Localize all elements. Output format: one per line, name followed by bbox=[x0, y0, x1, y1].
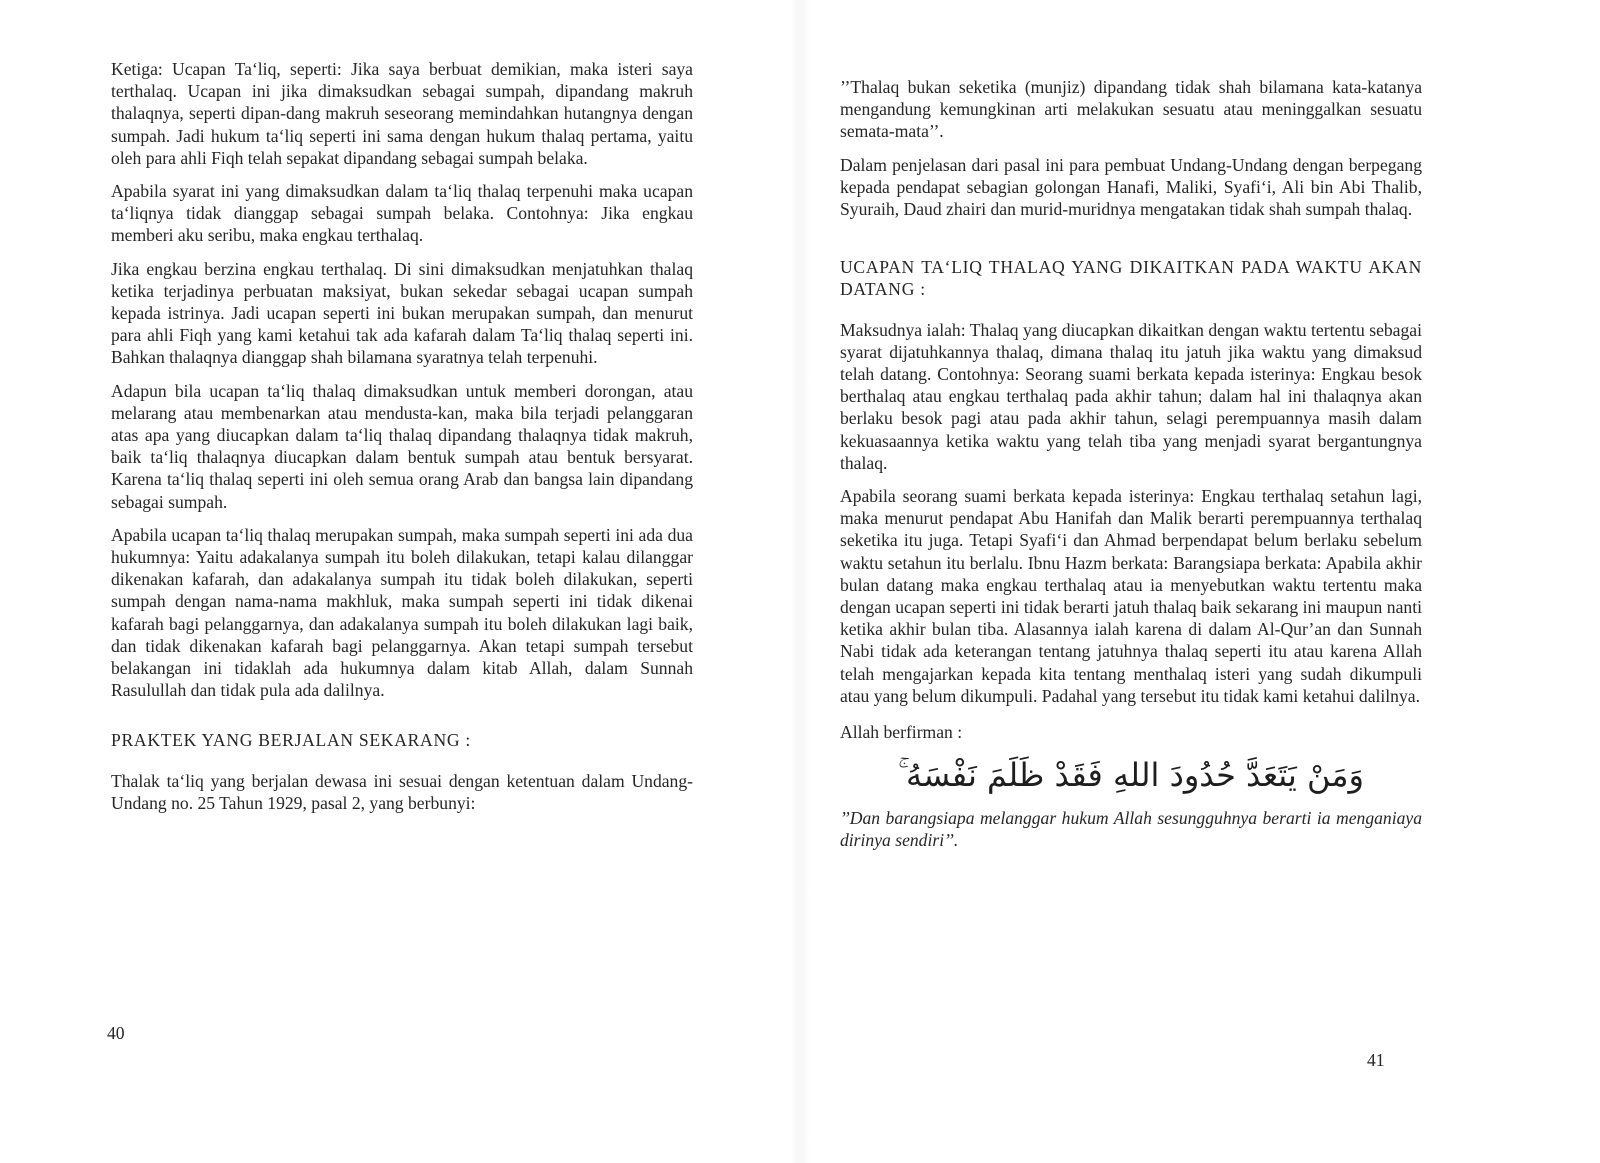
right-page-text-column bbox=[840, 76, 1422, 852]
allah-berfirman-label: Allah berfirman : bbox=[840, 722, 963, 743]
left-paragraph-5: Apabila ucapan ta‘liq thalaq merupakan sumpah, maka sumpah seperti ini ada dua hukumnya: Yaitu adakalanya sumpah itu boleh dilakukan, tetapi kalau dilanggar dikenakan kafarah, dan adakalanya sumpah itu tidak boleh dilakukan, seperti sumpah dengan nama-nama makhluk, maka sumpah seperti ini tidak dikenai kafarah bagi pelanggarnya, dan adakalanya sumpah itu boleh dilakukan lagi baik, dan tidak dikenakan kafarah bagi pelanggarnya. Akan tetapi sumpah tersebut belakangan ini tidaklah ada hukumnya dalam kitab Allah, dalam Sunnah Rasulullah dan tidak pula ada dalilnya. bbox=[111, 524, 693, 701]
section-heading-praktek: PRAKTEK YANG BERJALAN SEKARANG : bbox=[111, 730, 471, 751]
page-number-left: 40 bbox=[107, 1023, 125, 1043]
arabic-verse: وَمَنْ يَتَعَدَّ حُدُودَ اللهِ فَقَدْ ظَلَمَ نَفْسَهُ ۚ bbox=[898, 756, 1364, 795]
left-page-text-column bbox=[111, 58, 693, 814]
left-paragraph-2: Apabila syarat ini yang dimaksudkan dalam ta‘liq thalaq terpenuhi maka ucapan ta‘liqnya tidak dianggap sebagai sumpah belaka. Contohnya: Jika engkau memberi aku seribu, maka engkau terthalaq. bbox=[111, 181, 693, 246]
right-paragraph-2: Dalam penjelasan dari pasal ini para pembuat Undang-Undang dengan berpegang kepada pendapat sebagian golongan Hanafi, Maliki, Syafi‘i, Ali bin Abi Thalib, Syuraih, Daud zhairi dan murid-muridnya mengatakan tidak shah sumpah thalaq. bbox=[840, 154, 1422, 220]
right-paragraph-3: Maksudnya ialah: Thalaq yang diucapkan dikaitkan dengan waktu tertentu sebagai syarat dijatuhkannya thalaq, dimana thalaq itu jatuh jika waktu yang dimaksud telah datang. Contohnya: Seorang suami berkata kepada isterinya: Engkau besok berthalaq atau engkau terthalaq pada akhir tahun; dalam hal ini thalaqnya akan berlaku besok pagi atau pada akhir tahun, selagi perempuannya masih dalam kekuasaannya ketika waktu yang telah tiba yang menjadi syarat bergantungnya thalaq. bbox=[840, 319, 1422, 473]
verse-translation: ’’Dan barangsiapa melanggar hukum Allah sesungguhnya berarti ia menganiaya dirinya sendiri’’. bbox=[840, 808, 1422, 851]
right-quote-paragraph: ’’Thalaq bukan seketika (munjiz) dipandang tidak shah bilamana kata-katanya mengandung kemungkinan arti melakukan sesuatu atau meninggalkan sesuatu semata-mata’’. bbox=[840, 77, 1422, 142]
right-page bbox=[800, 0, 1600, 1163]
right-paragraph-4: Apabila seorang suami berkata kepada isterinya: Engkau terthalaq setahun lagi, maka menurut pendapat Abu Hanifah dan Malik berarti perempuannya terthalaq seketika itu juga. Tetapi Syafi‘i dan Ahmad berpendapat belum berlaku sebelum waktu setahun itu berlalu. Ibnu Hazm berkata: Barangsiapa berkata: Apabila akhir bulan datang maka engkau terthalaq atau ia menyebutkan waktu tertentu maka dengan ucapan seperti ini tidak berarti jatuh thalaq baik sekarang ini maupun nanti ketika akhir bulan tiba. Alasannya ialah karena di dalam Al-Qur’an dan Sunnah Nabi tidak ada keterangan tentang jatuhnya thalaq seperti itu atau karena Allah telah mengajarkan kepada kita tentang menthalaq isteri yang sudah dikumpuli atau yang belum dikumpuli. Padahal yang tersebut itu tidak kami ketahui dalilnya. bbox=[840, 486, 1422, 706]
left-paragraph-4: Adapun bila ucapan ta‘liq thalaq dimaksudkan untuk memberi dorongan, atau melarang atau membenarkan atau mendusta-kan, maka bila terjadi pelanggaran atas apa yang diucapkan dalam ta‘liq thalaq dipandang thalaqnya tidak makruh, baik ta‘liq thalaqnya diucapkan dalam bentuk sumpah atau bentuk bersyarat. Karena ta‘liq thalaq seperti ini oleh semua orang Arab dan bangsa lain dipandang sebagai sumpah. bbox=[111, 380, 693, 512]
section-heading-ucapan: UCAPAN TA‘LIQ THALAQ YANG DIKAITKAN PADA WAKTU AKAN DATANG : bbox=[840, 257, 1422, 300]
left-closing-paragraph: Thalak ta‘liq yang berjalan dewasa ini sesuai dengan ketentuan dalam Undang-Undang no. 25 Tahun 1929, pasal 2, yang berbunyi: bbox=[111, 770, 693, 813]
left-paragraph-3: Jika engkau berzina engkau terthalaq. Di sini dimaksudkan menjatuhkan thalaq ketika terjadinya perbuatan maksiyat, bukan sekedar sebagai ucapan sumpah kepada istrinya. Jadi ucapan seperti ini bukan merupakan sumpah, dan menurut para ahli Fiqh yang kami ketahui tak ada kafarah dalam Ta‘liq thalaq seperti ini. Bahkan thalaqnya dianggap shah bilamana syaratnya telah terpenuhi. bbox=[111, 258, 693, 368]
left-paragraph-1: Ketiga: Ucapan Ta‘liq, seperti: Jika saya berbuat demikian, maka isteri saya terthalaq. Ucapan ini jika dimaksudkan sebagai sumpah, dipandang makruh thalaqnya, seperti dipan-dang makruh seseorang memindahkan hutangnya dengan sumpah. Jadi hukum ta‘liq seperti ini sama dengan hukum thalaq pertama, yaitu oleh para ahli Fiqh telah sepakat dipandang sebagai sumpah belaka. bbox=[111, 59, 693, 168]
page-number-right: 41 bbox=[1367, 1050, 1385, 1070]
